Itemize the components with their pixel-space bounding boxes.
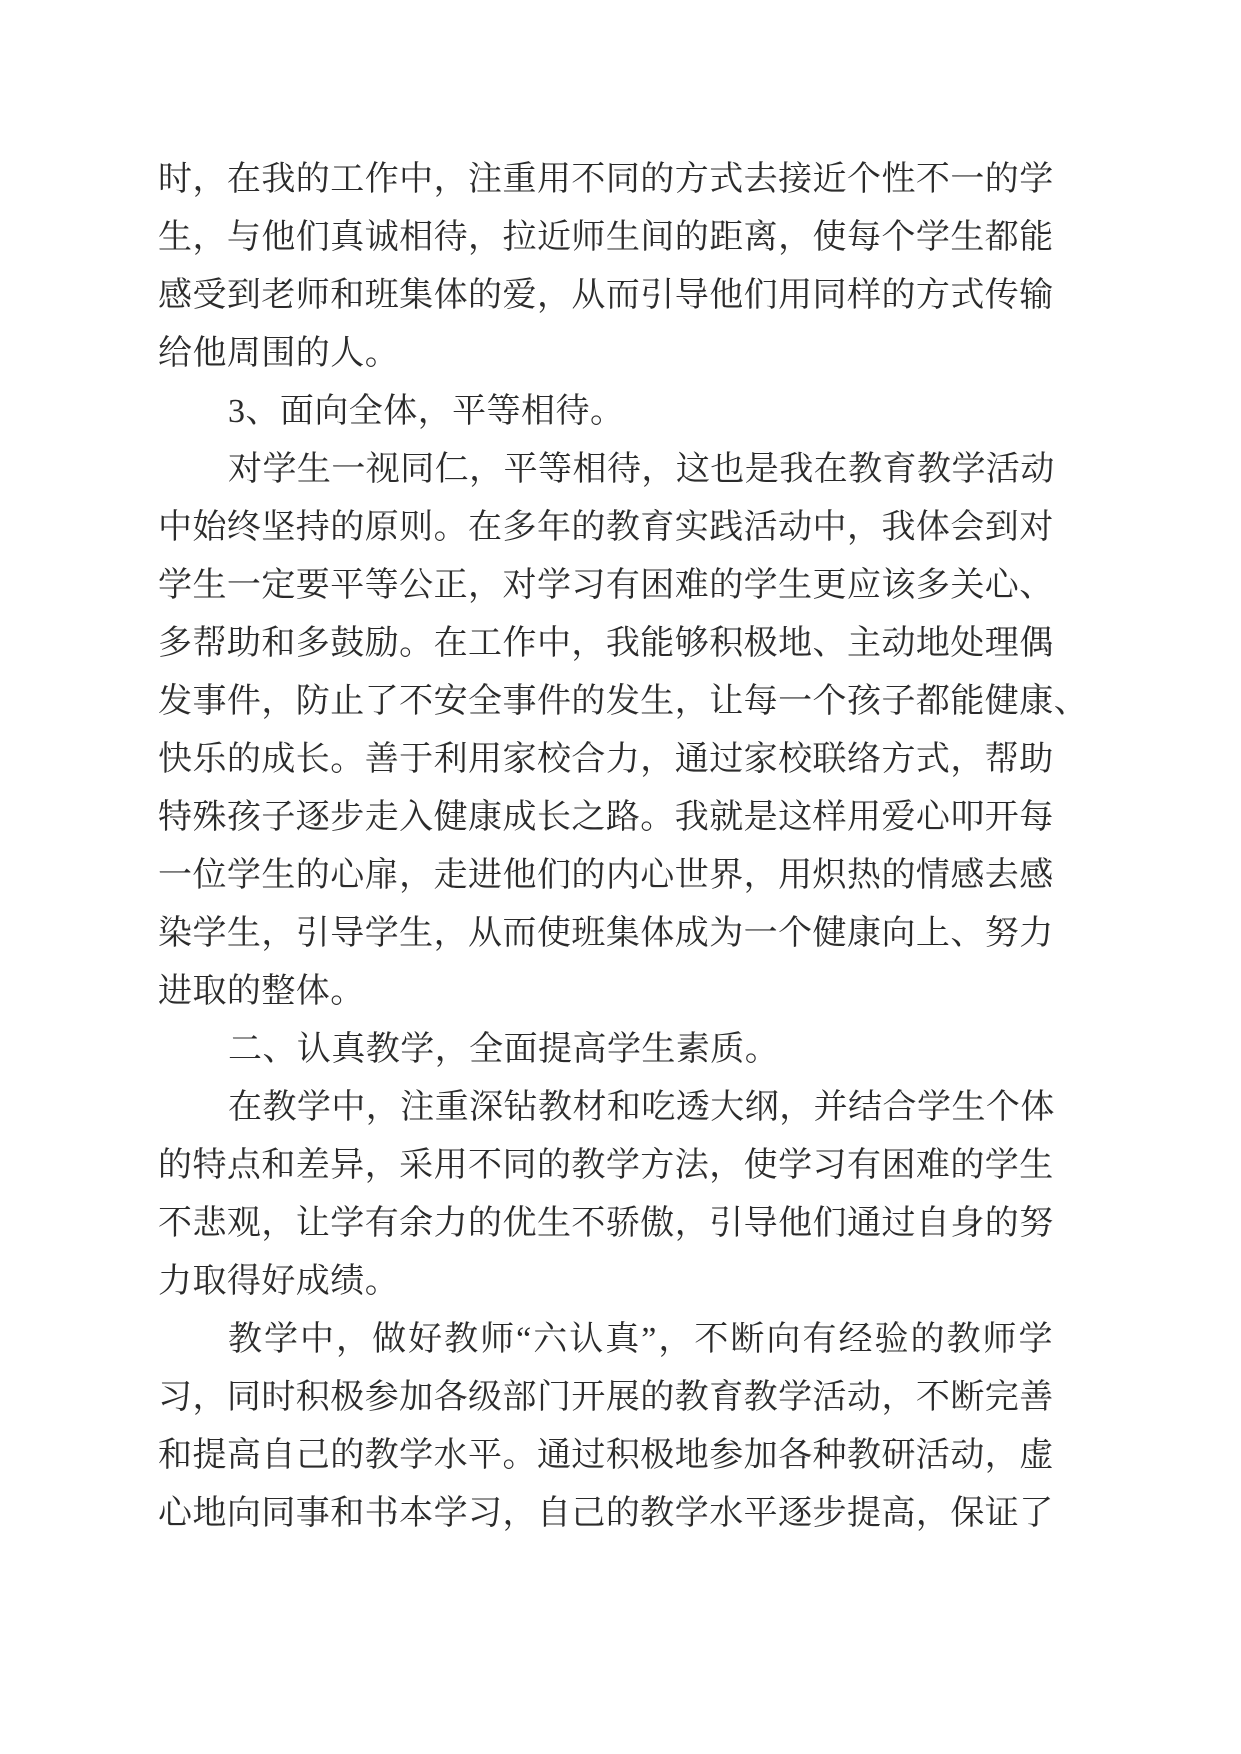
text-line: 中始终坚持的原则。在多年的教育实践活动中，我体会到对 — [158, 509, 1054, 546]
document-body — [158, 151, 1089, 1543]
text-line: 发事件，防止了不安全事件的发生，让每一个孩子都能健康、 — [158, 683, 1089, 720]
text-line: 3、面向全体，平等相待。 — [228, 393, 625, 430]
paragraph — [158, 383, 1053, 441]
text-line: 力取得好成绩。 — [158, 1263, 400, 1300]
paragraph — [158, 1021, 1053, 1079]
text-line: 多帮助和多鼓励。在工作中，我能够积极地、主动地处理偶 — [158, 625, 1054, 662]
text-line: 染学生，引导学生，从而使班集体成为一个健康向上、努力 — [158, 915, 1054, 952]
text-line: 心地向同事和书本学习，自己的教学水平逐步提高，保证了 — [158, 1495, 1054, 1532]
text-line: 时，在我的工作中，注重用不同的方式去接近个性不一的学 — [158, 161, 1054, 198]
text-line: 快乐的成长。善于利用家校合力，通过家校联络方式，帮助 — [158, 741, 1054, 778]
paragraph — [158, 441, 1089, 1021]
text-line: 特殊孩子逐步走入健康成长之路。我就是这样用爱心叩开每 — [158, 799, 1054, 836]
text-line: 对学生一视同仁，平等相待，这也是我在教育教学活动 — [228, 451, 1055, 488]
paragraph — [158, 1311, 1053, 1543]
text-line: 给他周围的人。 — [158, 335, 400, 372]
text-line: 教学中，做好教师“六认真”，不断向有经验的教师学 — [228, 1321, 1053, 1358]
text-line: 一位学生的心扉，走进他们的内心世界，用炽热的情感去感 — [158, 857, 1054, 894]
text-line: 进取的整体。 — [158, 973, 365, 1010]
text-line: 二、认真教学，全面提高学生素质。 — [228, 1031, 780, 1068]
text-line: 感受到老师和班集体的爱，从而引导他们用同样的方式传输 — [158, 277, 1054, 314]
text-line: 习，同时积极参加各级部门开展的教育教学活动，不断完善 — [158, 1379, 1054, 1416]
text-line: 的特点和差异，采用不同的教学方法，使学习有困难的学生 — [158, 1147, 1054, 1184]
paragraph — [158, 151, 1053, 383]
text-line: 不悲观，让学有余力的优生不骄傲，引导他们通过自身的努 — [158, 1205, 1054, 1242]
text-line: 学生一定要平等公正，对学习有困难的学生更应该多关心、 — [158, 567, 1054, 604]
text-line: 在教学中，注重深钻教材和吃透大纲，并结合学生个体 — [228, 1089, 1055, 1126]
text-line: 和提高自己的教学水平。通过积极地参加各种教研活动，虚 — [158, 1437, 1054, 1474]
text-line: 生，与他们真诚相待，拉近师生间的距离，使每个学生都能 — [158, 219, 1054, 256]
paragraph — [158, 1079, 1053, 1311]
